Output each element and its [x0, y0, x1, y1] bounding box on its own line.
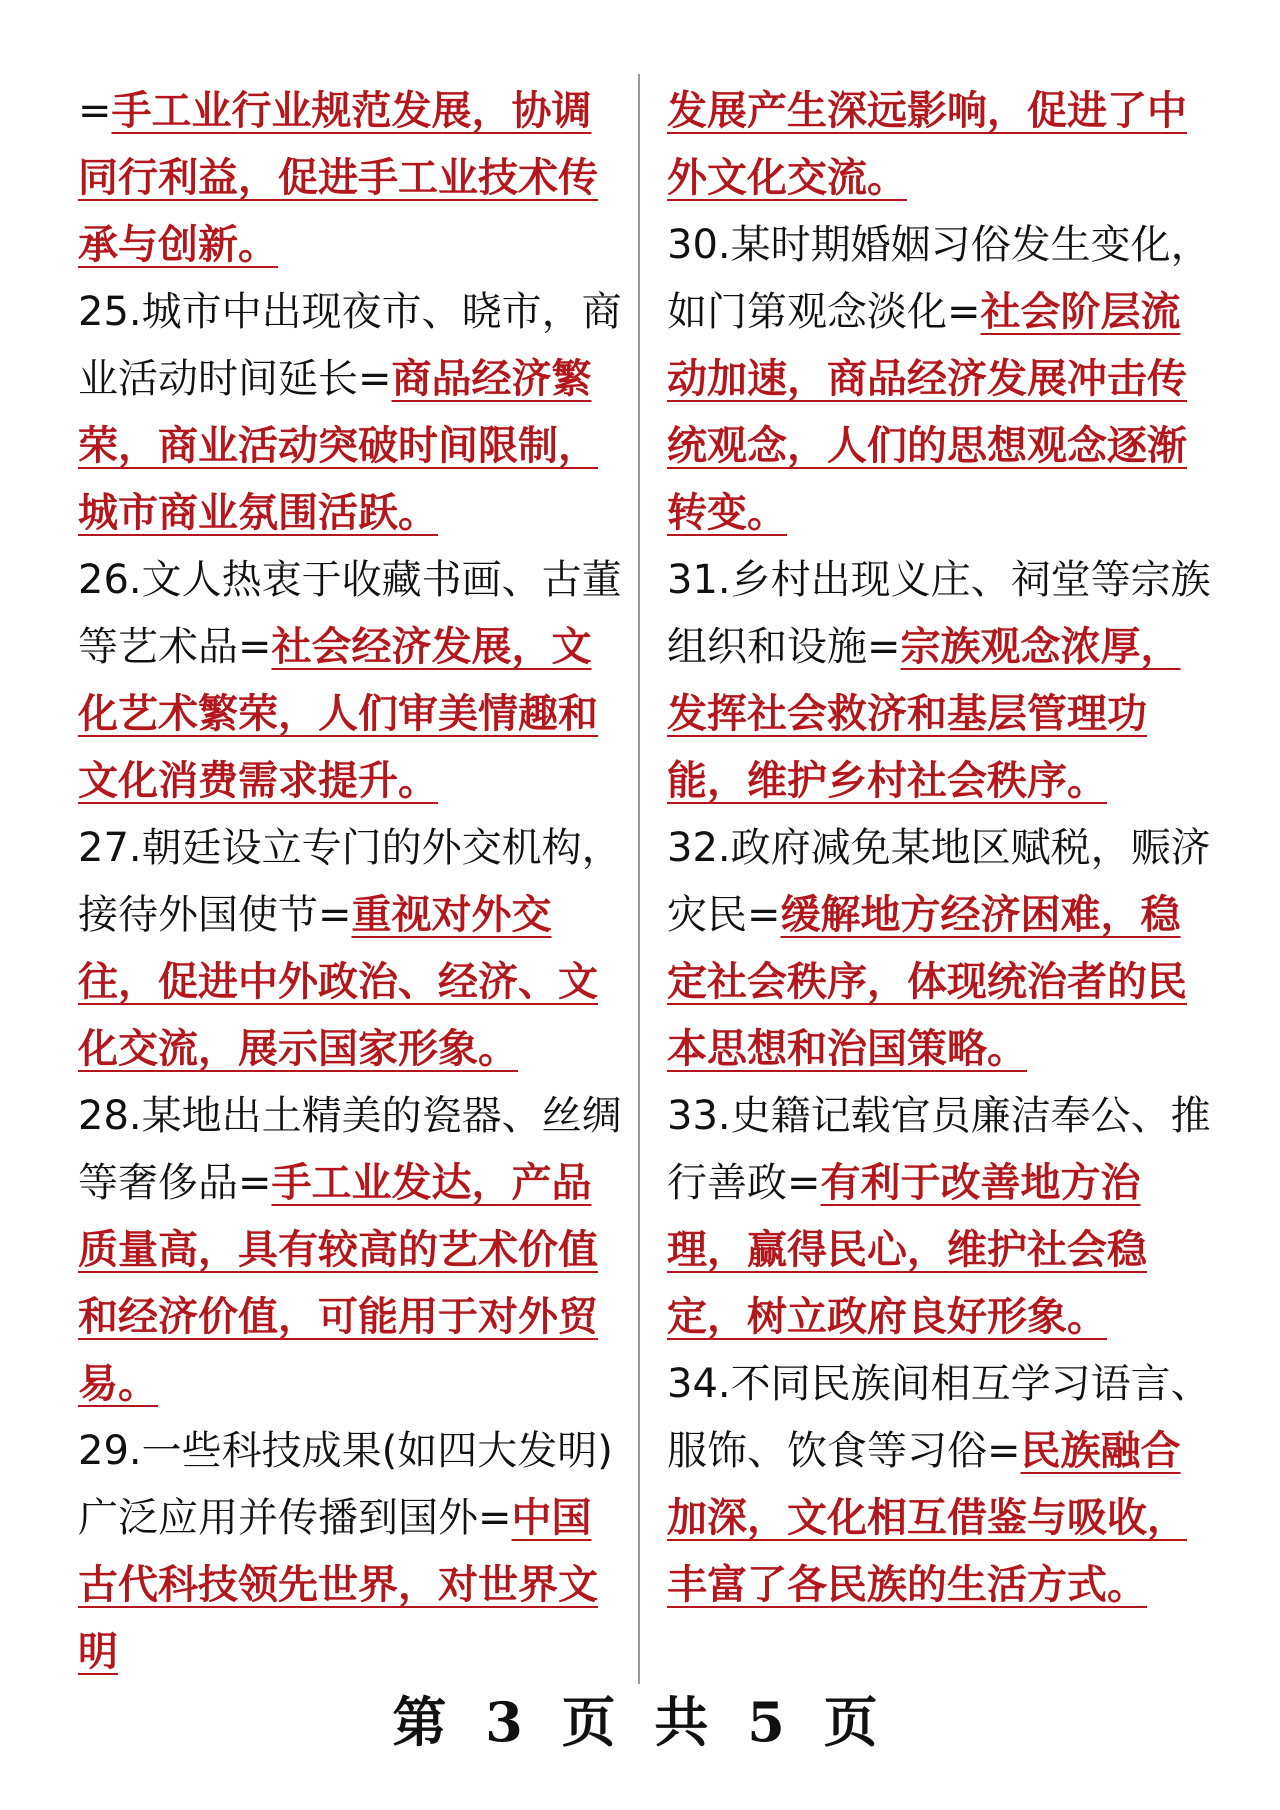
entry-27	[78, 815, 623, 1083]
answer-text: 手工业行业规范发展，协调同行利益，促进手工业技术传承与创新。	[78, 88, 598, 268]
answer-text: 有利于改善地方治理，赢得民心，维护社会稳定，树立政府良好形象。	[667, 1160, 1147, 1340]
equals-sign: =	[318, 892, 352, 938]
question-text: 31.乡村出现义庄、祠堂等宗族组织和设施	[667, 557, 1211, 670]
question-text: 32.政府减免某地区赋税，赈济灾民	[667, 825, 1211, 938]
entry-29	[78, 1418, 623, 1686]
left-column	[78, 78, 623, 1686]
question-text: 26.文人热衷于收藏书画、古董等艺术品	[78, 557, 622, 670]
equals-sign: =	[867, 624, 901, 670]
answer-text: 中国古代科技领先世界，对世界文明	[78, 1495, 598, 1675]
entry-29-continued	[667, 78, 1212, 212]
entry-31	[667, 547, 1212, 815]
question-text: 30.某时期婚姻习俗发生变化，如门第观念淡化	[667, 222, 1211, 335]
column-divider	[638, 74, 640, 1684]
right-column	[667, 78, 1212, 1619]
question-text: 28.某地出土精美的瓷器、丝绸等奢侈品	[78, 1093, 622, 1206]
answer-text: 商品经济繁荣，商业活动突破时间限制，城市商业氛围活跃。	[78, 356, 598, 536]
answer-text: 缓解地方经济困难，稳定社会秩序，体现统治者的民本思想和治国策略。	[667, 892, 1187, 1072]
equals-sign: =	[747, 892, 781, 938]
question-text: 29.一些科技成果(如四大发明)广泛应用并传播到国外	[78, 1428, 613, 1541]
equals-sign: =	[787, 1160, 821, 1206]
answer-text: 宗族观念浓厚，发挥社会救济和基层管理功能，维护乡村社会秩序。	[667, 624, 1181, 804]
page-number-footer: 第 3 页 共 5 页	[392, 1690, 888, 1754]
equals-sign: =	[358, 356, 392, 402]
entry-34	[667, 1351, 1212, 1619]
equals-sign: =	[987, 1428, 1021, 1474]
entry-32	[667, 815, 1212, 1083]
equals-sign: =	[238, 624, 272, 670]
answer-text: 重视对外交往，促进中外政治、经济、文化交流，展示国家形象。	[78, 892, 598, 1072]
question-text: 25.城市中出现夜市、晓市，商业活动时间延长	[78, 289, 622, 402]
question-text: 34.不同民族间相互学习语言、服饰、饮食等习俗	[667, 1361, 1211, 1474]
answer-text: 民族融合加深，文化相互借鉴与吸收，丰富了各民族的生活方式。	[667, 1428, 1187, 1608]
entry-24-continued	[78, 78, 623, 279]
question-text: 33.史籍记载官员廉洁奉公、推行善政	[667, 1093, 1211, 1206]
entry-25	[78, 279, 623, 547]
equals-sign: =	[238, 1160, 272, 1206]
equals-sign: =	[478, 1495, 512, 1541]
entry-28	[78, 1083, 623, 1418]
entry-26	[78, 547, 623, 815]
answer-text: 社会阶层流动加速，商品经济发展冲击传统观念，人们的思想观念逐渐转变。	[667, 289, 1187, 536]
equals-sign: =	[78, 88, 112, 134]
question-text: 27.朝廷设立专门的外交机构，接待外国使节	[78, 825, 622, 938]
entry-30	[667, 212, 1212, 547]
answer-text: 社会经济发展，文化艺术繁荣，人们审美情趣和文化消费需求提升。	[78, 624, 598, 804]
answer-text: 手工业发达，产品质量高，具有较高的艺术价值和经济价值，可能用于对外贸易。	[78, 1160, 598, 1407]
entry-33	[667, 1083, 1212, 1351]
answer-text: 发展产生深远影响，促进了中外文化交流。	[667, 88, 1187, 201]
equals-sign: =	[947, 289, 981, 335]
